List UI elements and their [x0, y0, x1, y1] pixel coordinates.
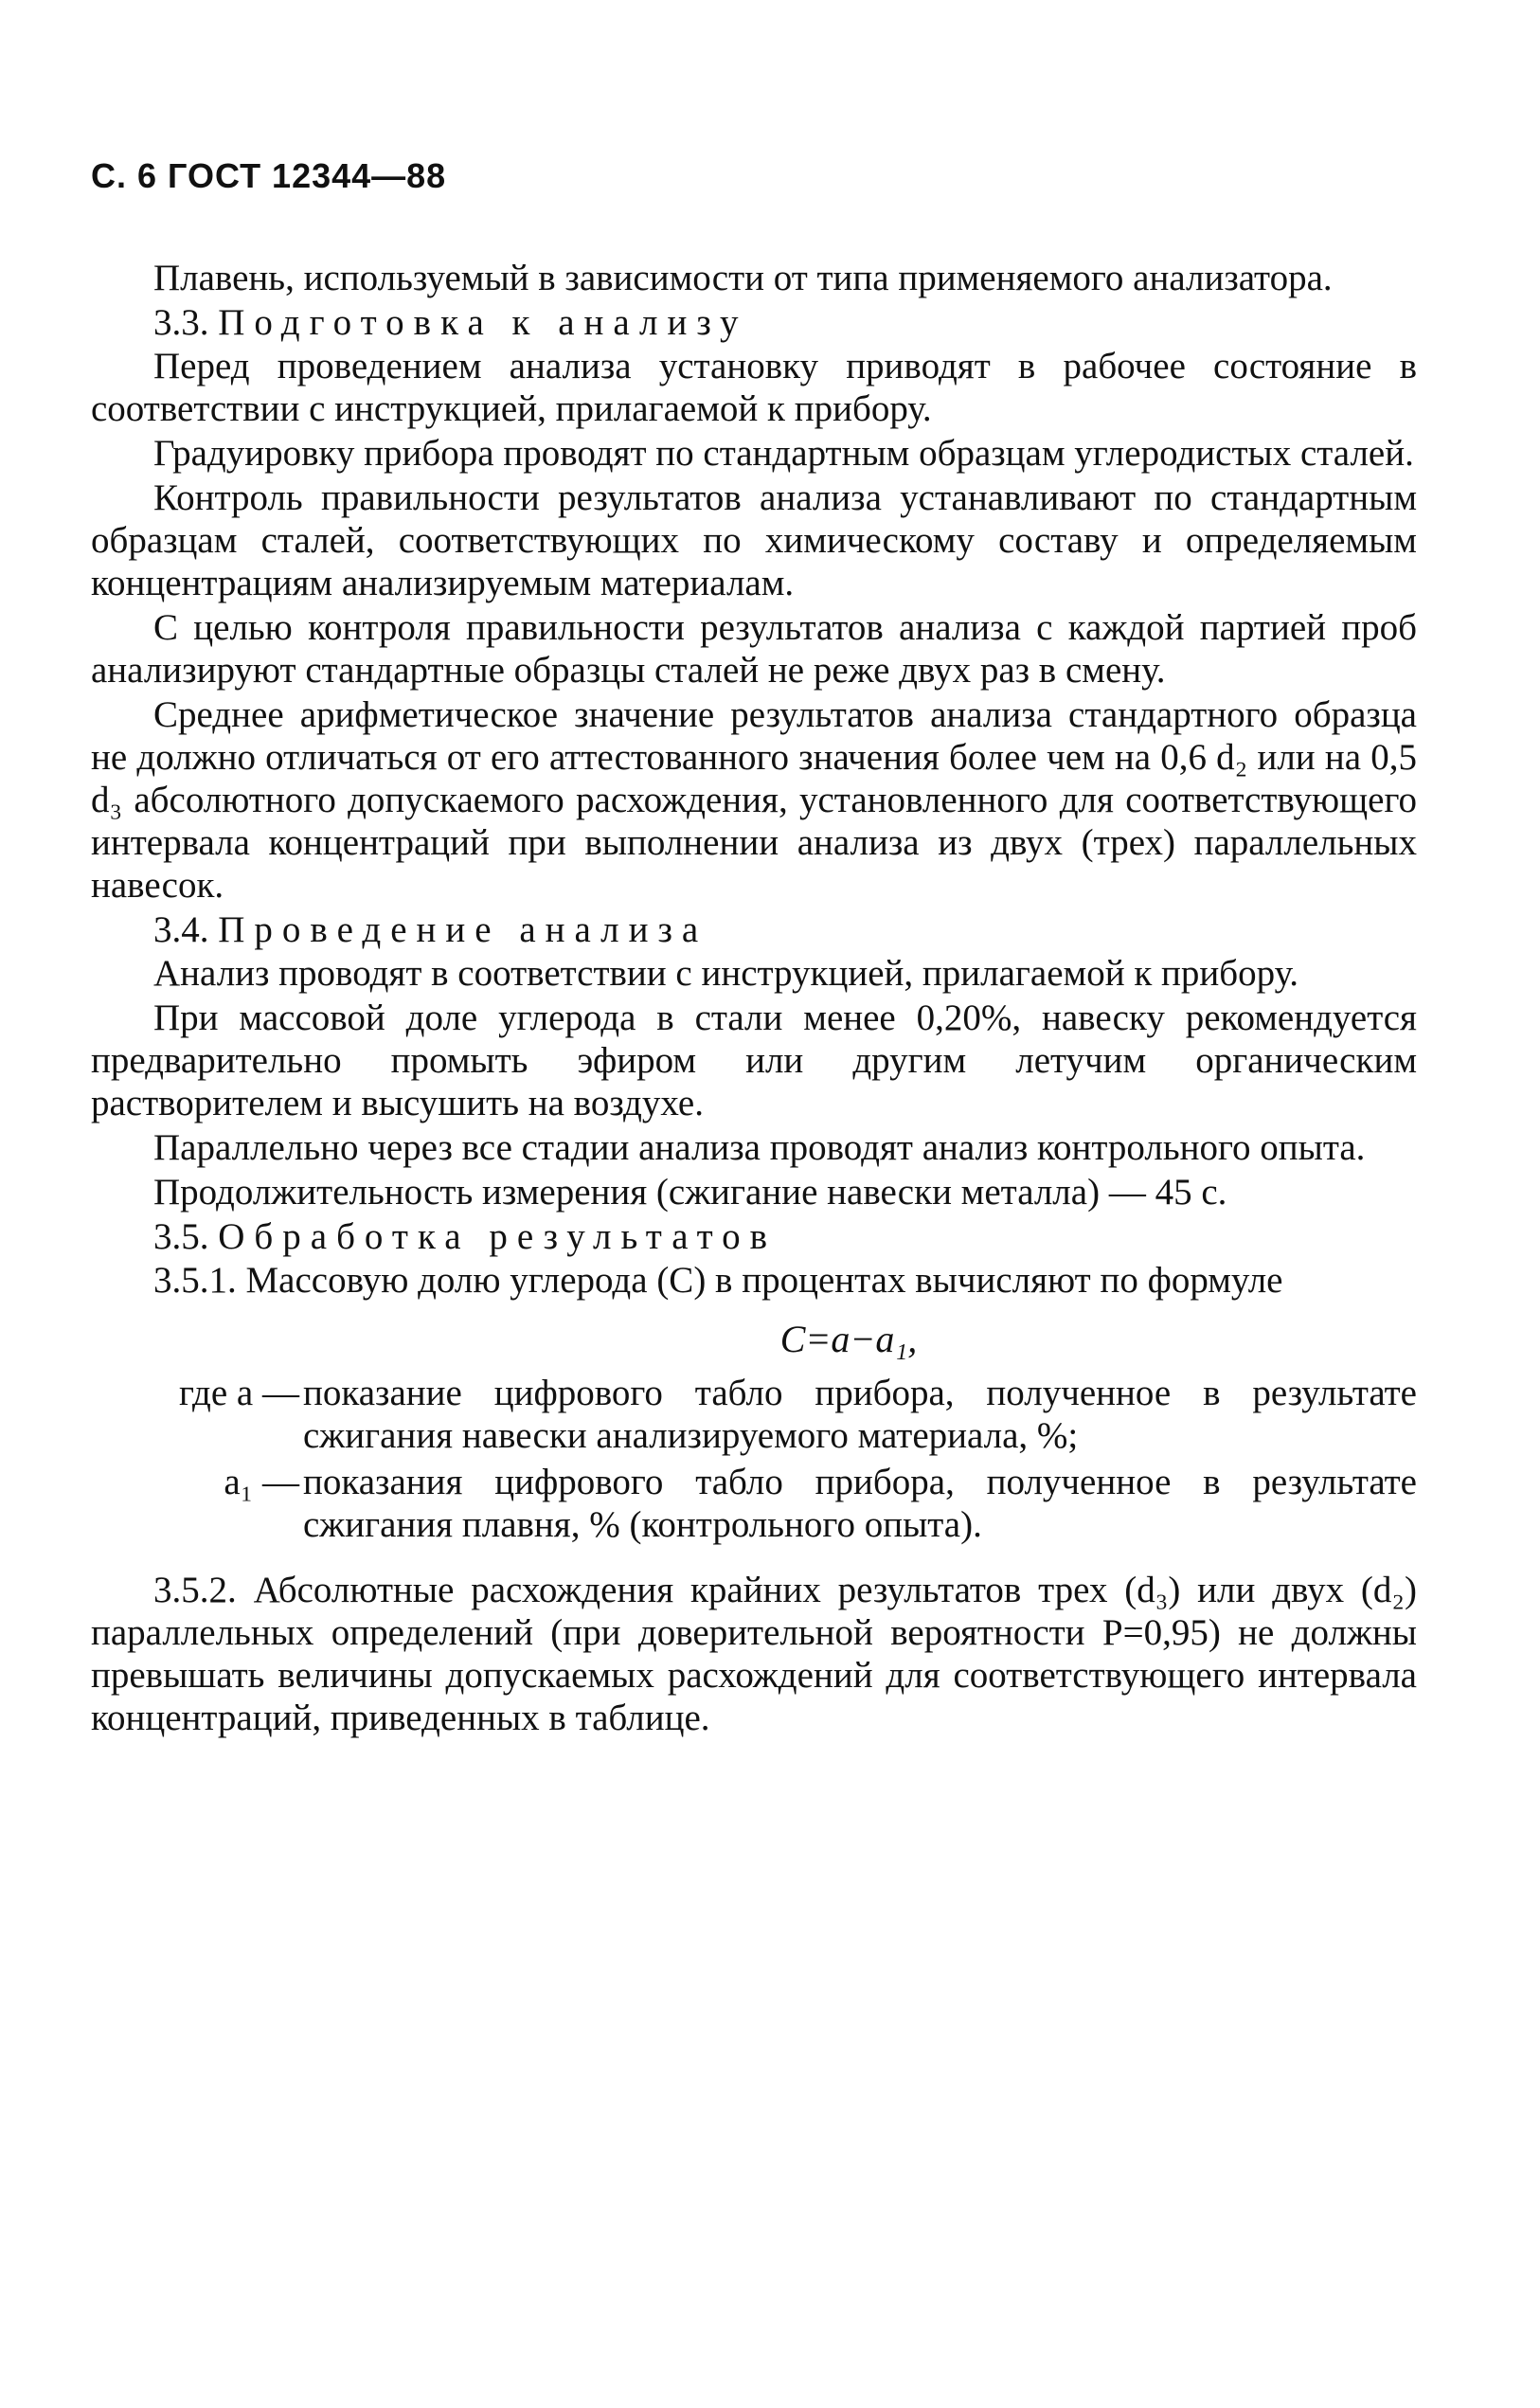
- section-3-4-title: Проведение анализа: [218, 909, 708, 950]
- paragraph-3-5-1: 3.5.1. Массовую долю углерода (C) в процентах вычисляют по формуле: [153, 1260, 1283, 1301]
- definition-text: показание цифрового табло прибора, полученное в результате сжигания навески анализируемого материала, %;: [303, 1373, 1417, 1456]
- page-header: С. 6 ГОСТ 12344—88: [91, 156, 447, 195]
- definition-item: [91, 1372, 1417, 1457]
- paragraph: Градуировку прибора проводят по стандартным образцам углеродистых сталей.: [153, 433, 1414, 474]
- paragraph-3-5-2: 3.5.2. Абсолютные расхождения крайних результатов трех (d₃) или двух (d₂) параллельных определений (при доверительной вероятности P=0,95) не должны превышать величины допускаемых расхождений для соответствующего интервала концентраций, приведенных в таблице.: [91, 1570, 1417, 1738]
- paragraph: Анализ проводят в соответствии с инструкцией, прилагаемой к прибору.: [153, 953, 1298, 994]
- paragraph: Среднее арифметическое значение результатов анализа стандартного образца не должно отличаться от его аттестованного значения более чем на 0,6 d₂ или на 0,5 d₃ абсолютного допускаемого расхождения, установленного для соответствующего интервала концентраций при выполнении анализа из двух (трех) параллельных навесок.: [91, 694, 1417, 906]
- paragraph: Перед проведением анализа установку приводят в рабочее состояние в соответствии с инструкцией, прилагаемой к прибору.: [91, 346, 1417, 429]
- definition-text: показания цифрового табло прибора, полученное в результате сжигания плавня, % (контрольного опыта).: [303, 1462, 1417, 1545]
- intro-paragraph: Плавень, используемый в зависимости от типа применяемого анализатора.: [153, 258, 1333, 298]
- definition-term: a₁ —: [224, 1462, 299, 1502]
- section-3-3-number: 3.3.: [153, 302, 209, 343]
- document-page: [91, 156, 1417, 1741]
- paragraph: Контроль правильности результатов анализа устанавливают по стандартным образцам сталей, соответствующих по химическому составу и определяемым концентрациям анализируемым материалам.: [91, 477, 1417, 603]
- definition-term: где a —: [178, 1373, 299, 1413]
- paragraph: С целью контроля правильности результатов анализа с каждой партией проб анализируют стандартные образцы сталей не реже двух раз в смену.: [91, 607, 1417, 691]
- section-3-3-title: Подготовка к анализу: [218, 302, 748, 343]
- spacer: [91, 1550, 1417, 1569]
- section-3-4-heading: [91, 908, 1417, 952]
- definition-item: [91, 1461, 1417, 1546]
- paragraph: Параллельно через все стадии анализа проводят анализ контрольного опыта.: [153, 1127, 1366, 1168]
- section-3-5-heading: [91, 1215, 1417, 1259]
- section-3-5-number: 3.5.: [153, 1216, 209, 1257]
- section-3-4-number: 3.4.: [153, 909, 209, 950]
- section-3-3-heading: [91, 301, 1417, 345]
- definitions-list: [91, 1372, 1417, 1546]
- paragraph: Продолжительность измерения (сжигание навески металла) — 45 с.: [153, 1172, 1227, 1213]
- section-3-5-title: Обработка результатов: [218, 1216, 778, 1257]
- formula: C=a−a₁,: [779, 1318, 918, 1360]
- paragraph: При массовой доле углерода в стали менее 0,20%, навеску рекомендуется предварительно промыть эфиром или другим летучим органическим растворителем и высушить на воздухе.: [91, 997, 1417, 1123]
